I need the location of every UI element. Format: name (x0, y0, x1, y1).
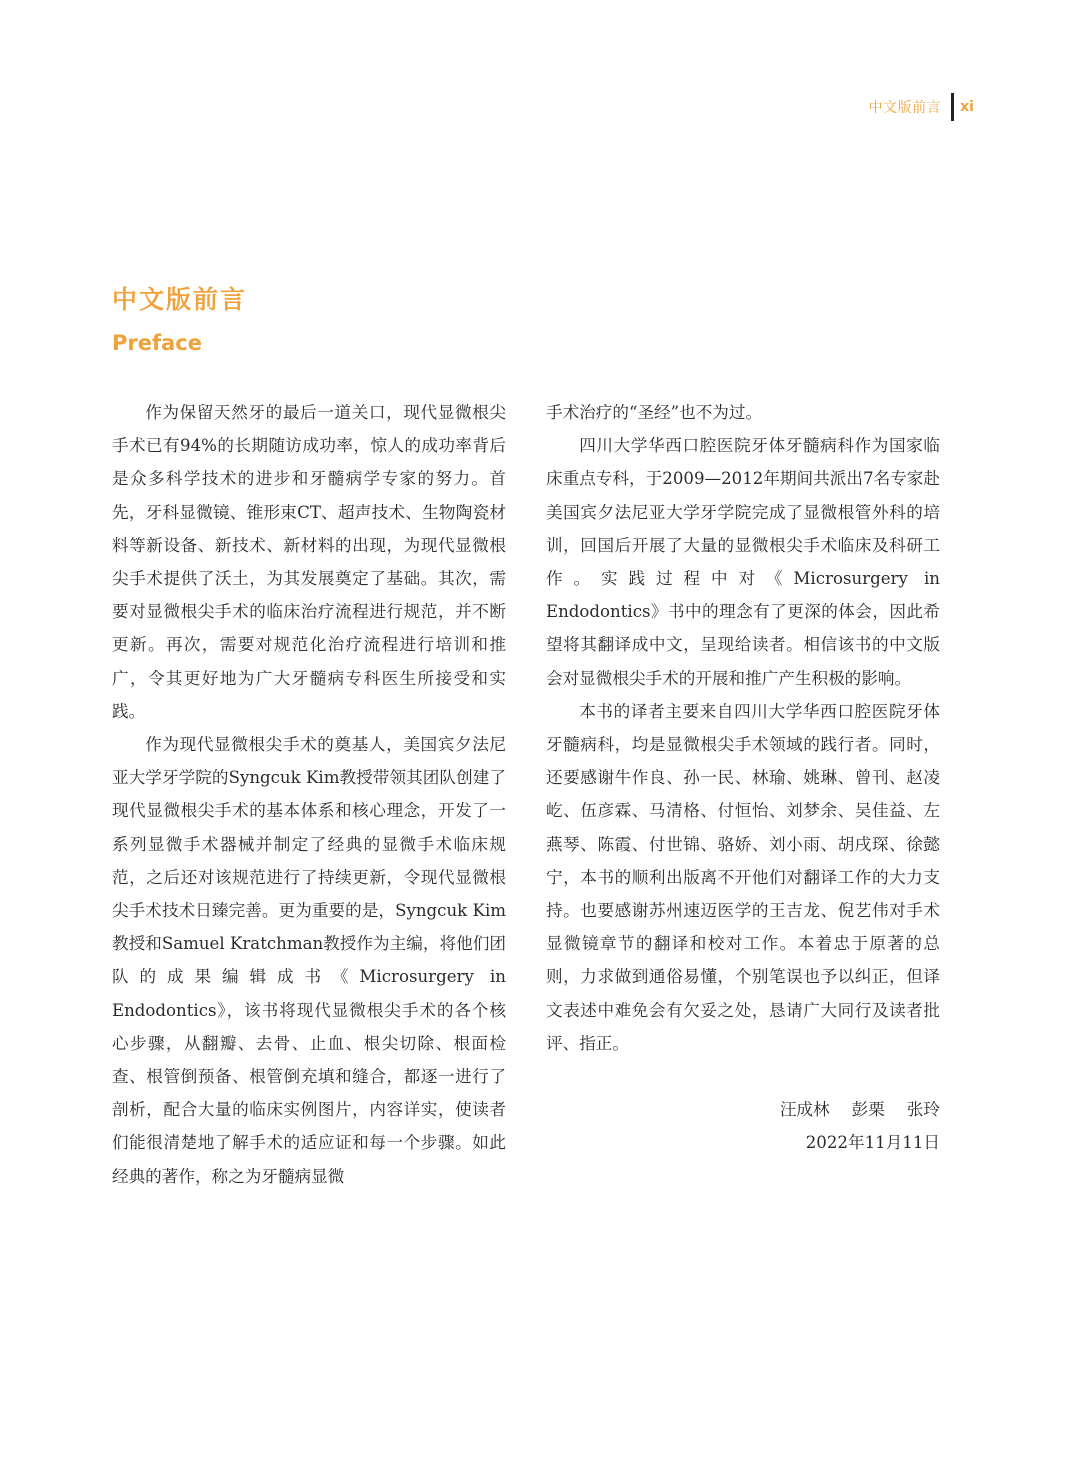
running-header-title: 中文版前言 (868, 100, 942, 116)
chapter-subtitle: Preface (112, 331, 202, 355)
left-column (112, 396, 506, 1193)
signature-names (546, 1093, 940, 1126)
paragraph: 四川大学华西口腔医院牙体牙髓病科作为国家临床重点专科，于2009—2012年期间共派出7名专家赴美国宾夕法尼亚大学牙学院完成了显微根管外科的培训，回国后开展了大量的显微根尖手术临床及科研工作。实践过程中对《Microsurgery in Endodontics》书中的理念有了更深的体会，因此希望将其翻译成中文，呈现给读者。相信该书的中文版会对显微根尖手术的开展和推广产生积极的影响。 (546, 436, 940, 688)
signature-date: 2022年11月11日 (805, 1133, 940, 1153)
header-divider (951, 93, 954, 121)
signature-name: 张玲 (906, 1100, 940, 1120)
page-number: xi (960, 99, 974, 115)
paragraph: 作为现代显微根尖手术的奠基人，美国宾夕法尼亚大学牙学院的Syngcuk Kim教授带领其团队创建了现代显微根尖手术的基本体系和核心理念，开发了一系列显微手术器械并制定了经典的显微手术临床规范，之后还对该规范进行了持续更新，令现代显微根尖手术技术日臻完善。更为重要的是，Syngcuk Kim教授和Samuel Kratchman教授作为主编，将他们团队的成果编辑成书《Microsurgery in Endodontics》，该书将现代显微根尖手术的各个核心步骤，从翻瓣、去骨、止血、根尖切除、根面检查、根管倒预备、根管倒充填和缝合，都逐一进行了剖析，配合大量的临床实例图片，内容详实，使读者们能很清楚地了解手术的适应证和每一个步骤。如此经典的著作，称之为牙髓病显微 (112, 735, 506, 1186)
paragraph: 本书的译者主要来自四川大学华西口腔医院牙体牙髓病科，均是显微根尖手术领域的践行者。同时，还要感谢牛作良、孙一民、林瑜、姚琳、曾刊、赵凌屹、伍彦霖、马清格、付恒怡、刘梦余、吴佳益、左燕琴、陈霞、付世锦、骆娇、刘小雨、胡戌琛、徐懿宁，本书的顺利出版离不开他们对翻译工作的大力支持。也要感谢苏州速迈医学的王吉龙、倪艺伟对手术显微镜章节的翻译和校对工作。本着忠于原著的总则，力求做到通俗易懂，个别笔误也予以纠正，但译文表述中难免会有欠妥之处，恳请广大同行及读者批评、指正。 (546, 701, 940, 1053)
right-column (546, 396, 940, 1159)
running-header (869, 92, 974, 122)
title-block (112, 282, 247, 360)
chapter-title: 中文版前言 (112, 285, 248, 314)
signature-name: 汪成林 (779, 1100, 830, 1120)
signature-name: 彭栗 (851, 1100, 885, 1120)
paragraph-continuation: 手术治疗的“圣经”也不为过。 (546, 403, 763, 422)
paragraph: 作为保留天然牙的最后一道关口，现代显微根尖手术已有94%的长期随访成功率，惊人的成功率背后是众多科学技术的进步和牙髓病学专家的努力。首先，牙科显微镜、锥形束CT、超声技术、生物陶瓷材料等新设备、新技术、新材料的出现，为现代显微根尖手术提供了沃土，为其发展奠定了基础。其次，需要对显微根尖手术的临床治疗流程进行规范，并不断更新。再次，需要对规范化治疗流程进行培训和推广，令其更好地为广大牙髓病专科医生所接受和实践。 (112, 403, 506, 721)
